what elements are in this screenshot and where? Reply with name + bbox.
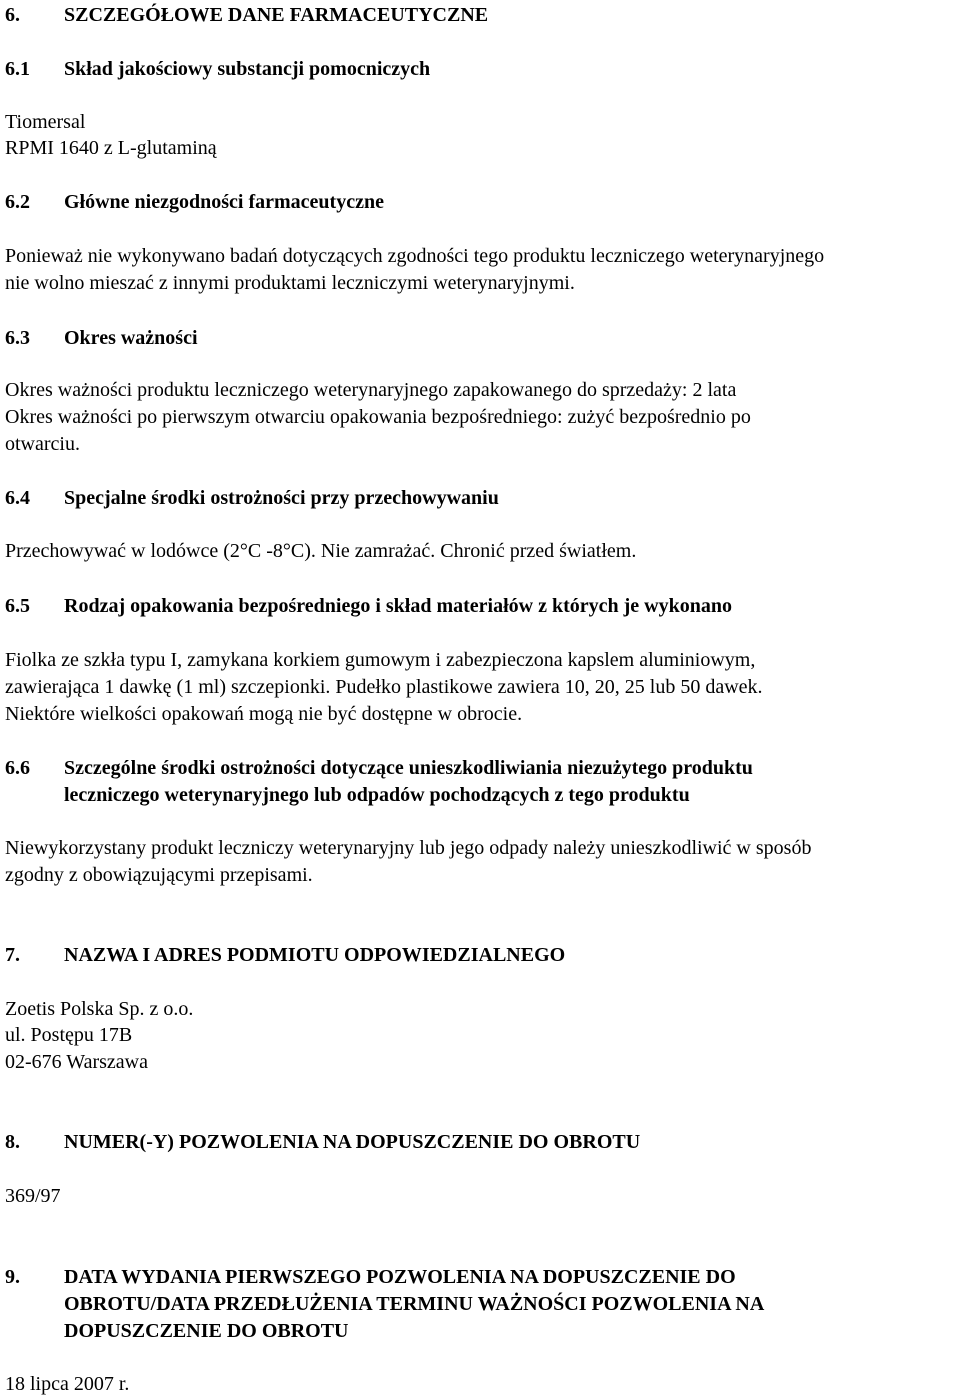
- holder-street: ul. Postępu 17B: [5, 1024, 133, 1046]
- packaging-line-2: zawierająca 1 dawkę (1 ml) szczepionki. Pudełko plastikowe zawiera 10, 20, 25 lub 50 dawek.: [5, 676, 763, 698]
- section-6-2-number: 6.2: [5, 191, 30, 213]
- section-6-1-number: 6.1: [5, 58, 30, 80]
- incompatibility-line-2: nie wolno mieszać z innymi produktami leczniczymi weterynaryjnymi.: [5, 272, 575, 294]
- section-7-number: 7.: [5, 944, 20, 966]
- authorisation-number: 369/97: [5, 1185, 61, 1207]
- section-7-title: NAZWA I ADRES PODMIOTU ODPOWIEDZIALNEGO: [64, 944, 566, 966]
- section-6-title: SZCZEGÓŁOWE DANE FARMACEUTYCZNE: [64, 4, 489, 26]
- disposal-line-2: zgodny z obowiązującymi przepisami.: [5, 864, 313, 886]
- section-6-6-number: 6.6: [5, 757, 30, 779]
- section-6-5-number: 6.5: [5, 595, 30, 617]
- authorisation-date: 18 lipca 2007 r.: [5, 1373, 130, 1395]
- packaging-line-1: Fiolka ze szkła typu I, zamykana korkiem gumowym i zabezpieczona kapslem aluminiowym,: [5, 649, 756, 671]
- section-9-number: 9.: [5, 1266, 20, 1288]
- section-8-number: 8.: [5, 1131, 20, 1153]
- shelf-life-line-3: otwarciu.: [5, 433, 80, 455]
- section-6-6-title-line-1: Szczególne środki ostrożności dotyczące unieszkodliwiania niezużytego produktu: [64, 757, 753, 779]
- packaging-line-3: Niektóre wielkości opakowań mogą nie być dostępne w obrocie.: [5, 703, 523, 725]
- section-6-3-title: Okres ważności: [64, 327, 198, 349]
- section-6-4-number: 6.4: [5, 487, 30, 509]
- section-6-6-title-line-2: leczniczego weterynaryjnego lub odpadów pochodzących z tego produktu: [64, 784, 690, 806]
- excipient-line-1: Tiomersal: [5, 111, 86, 133]
- shelf-life-line-1: Okres ważności produktu leczniczego weterynaryjnego zapakowanego do sprzedaży: 2 lata: [5, 379, 737, 401]
- storage-line-1: Przechowywać w lodówce (2°C -8°C). Nie zamrażać. Chronić przed światłem.: [5, 540, 637, 562]
- incompatibility-line-1: Ponieważ nie wykonywano badań dotyczących zgodności tego produktu leczniczego weterynaryjnego: [5, 245, 825, 267]
- holder-name: Zoetis Polska Sp. z o.o.: [5, 998, 194, 1020]
- section-6-4-title: Specjalne środki ostrożności przy przechowywaniu: [64, 487, 499, 509]
- section-6-2-title: Główne niezgodności farmaceutyczne: [64, 191, 384, 213]
- section-9-title-line-1: DATA WYDANIA PIERWSZEGO POZWOLENIA NA DOPUSZCZENIE DO: [64, 1266, 736, 1288]
- section-6-5-title: Rodzaj opakowania bezpośredniego i skład materiałów z których je wykonano: [64, 595, 732, 617]
- section-6-3-number: 6.3: [5, 327, 30, 349]
- section-8-title: NUMER(-Y) POZWOLENIA NA DOPUSZCZENIE DO OBROTU: [64, 1131, 641, 1153]
- section-9-title-line-3: DOPUSZCZENIE DO OBROTU: [64, 1320, 349, 1342]
- shelf-life-line-2: Okres ważności po pierwszym otwarciu opakowania bezpośredniego: zużyć bezpośrednio po: [5, 406, 751, 428]
- excipient-line-2: RPMI 1640 z L-glutaminą: [5, 137, 217, 159]
- section-9-title-line-2: OBROTU/DATA PRZEDŁUŻENIA TERMINU WAŻNOŚCI POZWOLENIA NA: [64, 1293, 765, 1315]
- section-6-1-title: Skład jakościowy substancji pomocniczych: [64, 58, 431, 80]
- disposal-line-1: Niewykorzystany produkt leczniczy weterynaryjny lub jego odpady należy unieszkodliwić w sposób: [5, 837, 812, 859]
- section-6-number: 6.: [5, 4, 20, 26]
- holder-city: 02-676 Warszawa: [5, 1051, 148, 1073]
